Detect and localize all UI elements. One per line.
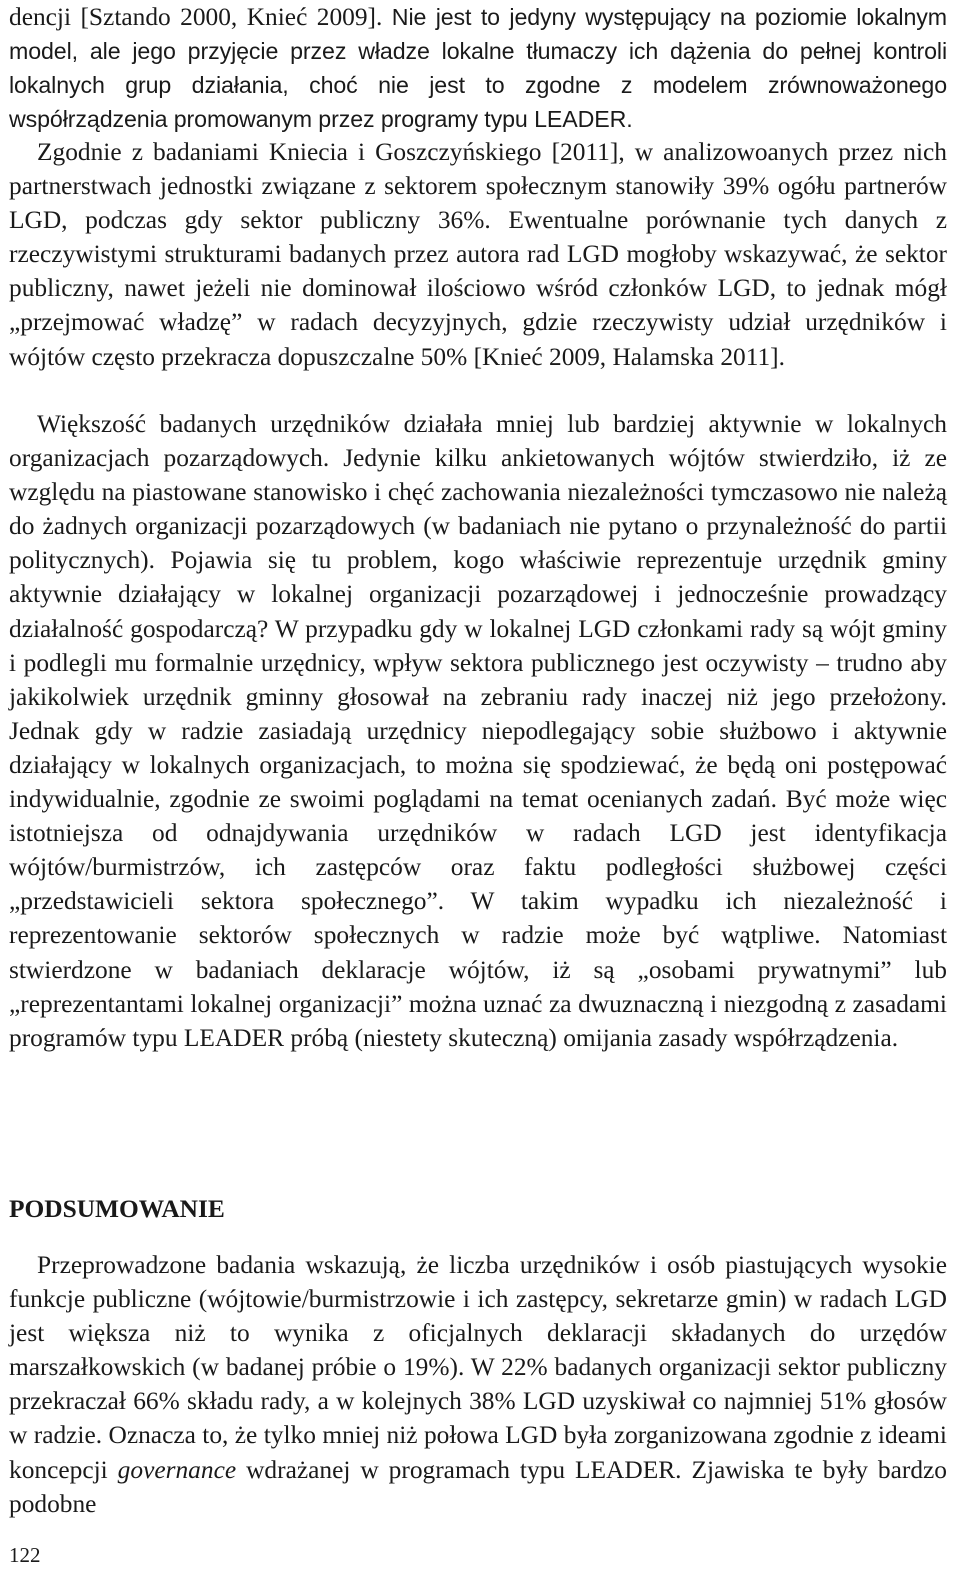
page-number: 122 [9, 1543, 41, 1567]
paragraph-partnership-data: Zgodnie z badaniami Kniecia i Goszczyńskiego [2011], w analizowoanych przez nich partnerstwach jednostki związane z sektorem społecznym stanowiły 39% ogółu partnerów LGD, podczas gdy sektor publiczny 36%. Ewentualne porównanie tych danych z rzeczywistymi strukturami badanych przez autora rad LGD mogłoby wskazywać, że sektor publiczny, nawet jeżeli nie dominował ilościowo wśród członków LGD, to jednak mógł „przejmować władzę” w radach decyzyjnych, gdzie rzeczywisty udział urzędników i wójtów często przekracza dopuszczalne 50% [Knieć 2009, Halamska 2011]. [9, 138, 947, 371]
summary-text-part-2: wdrażanej w programach typu LEADER. Zjawiska te były bardzo podobne [9, 1455, 947, 1518]
paragraph-lead-text: dencji [Sztando 2000, Knieć 2009]. [9, 3, 392, 31]
summary-block [9, 1248, 947, 1521]
paragraph-sans-text: Nie jest to jedyny występujący na poziomie lokalnym model, ale jego przyjęcie przez władze lokalne tłumaczy ich dążenia do pełnej kontroli lokalnych grup działania, choć nie jest to zgodne z modelem zrównoważonego współrządzenia promowanym przez programy typu LEADER. [9, 4, 947, 133]
paragraph-continuation [9, 0, 947, 136]
paragraph-officials-activity: Większość badanych urzędników działała mniej lub bardziej aktywnie w lokalnych organizacjach pozarządowych. Jedynie kilku ankietowanych wójtów stwierdziło, iż ze względu na piastowane stanowisko i chęć zachowania niezależności tymczasowo nie należą do żadnych organizacji pozarządowych (w badaniach nie pytano o przynależność do partii politycznych). Pojawia się tu problem, kogo właściwie reprezentuje urzędnik gminy aktywnie działający w lokalnej organizacji pozarządowej i jednocześnie prowadzący działalność gospodarczą? W przypadku gdy w lokalnej LGD członkami rady są wójt gminy i podlegli mu formalnie urzędnicy, wpływ sektora publicznego jest oczywisty – trudno aby jakikolwiek urzędnik gminny głosował na zebraniu rady inaczej niż jego przełożony. Jednak gdy w radzie zasiadają urzędnicy niepodlegający sobie służbowo i aktywnie działający w lokalnych organizacjach, to można się spodziewać, że będą oni postępować indywidualnie, zgodnie ze swoimi poglądami na temat ocenianych zadań. Być może więc istotniejsza od odnajdywania urzędników w radach LGD jest identyfikacja wójtów/burmistrzów, ich zastępców oraz faktu podległości służbowej części „przedstawicieli sektora społecznego”. W takim wypadku ich niezależność i reprezentowanie sektorów społecznych w radzie może być wątpliwe. Natomiast stwierdzone w badaniach deklaracje wójtów, iż są „osobami prywatnymi” lub „reprezentantami lokalnej organizacji” można uznać za dwuznaczną i niezgodną z zasadami programów typu LEADER próbą (niestety skuteczną) omijania zasady współrządzenia. [9, 410, 947, 1052]
summary-text-part-1: Przeprowadzone badania wskazują, że liczba urzędników i osób piastujących wysokie funkcje publiczne (wójtowie/burmistrzowie i ich zastępcy, sekretarze gmin) w radach LGD jest większa niż to wynika z oficjalnych deklaracji składanych do urzędów marszałkowskich (w badanej próbie o 19%). W 22% badanych organizacji sektor publiczny przekraczał 66% składu rady, a w kolejnych 38% LGD uzyskiwał co najmniej 51% głosów w radzie. Oznacza to, że tylko mniej niż połowa LGD była zorganizowana zgodnie z ideami koncepcji [9, 1251, 947, 1484]
section-heading: PODSUMOWANIE [9, 1195, 225, 1223]
summary-italic-term: governance [117, 1455, 237, 1484]
paragraph-summary [9, 1248, 947, 1521]
